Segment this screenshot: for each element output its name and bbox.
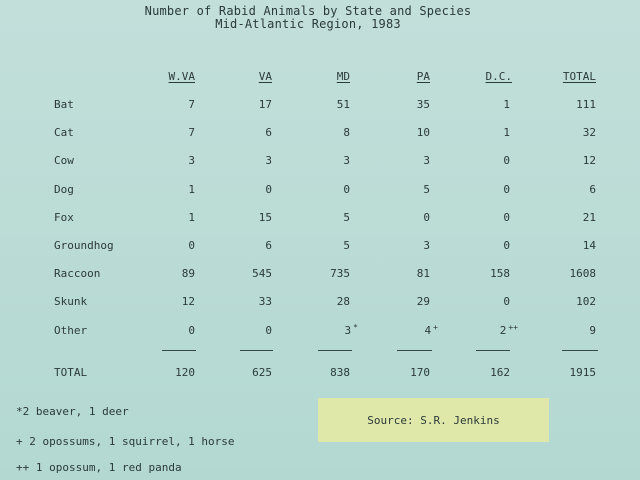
cell-value: 7: [188, 126, 195, 139]
total-label: TOTAL: [54, 366, 88, 379]
cell-value: 32: [582, 126, 596, 139]
table-cell: [212, 239, 272, 252]
cell-value: 14: [582, 239, 596, 252]
total-cell: 1915: [569, 366, 596, 379]
footnote-mark: ++: [508, 323, 518, 332]
table-cell: [135, 98, 195, 111]
sum-rule: [397, 350, 432, 351]
table-cell: [536, 239, 596, 252]
table-cell: [536, 183, 596, 196]
table-cell: [536, 98, 596, 111]
table-cell: [212, 126, 272, 139]
table-cell: [458, 324, 518, 338]
cell-value: 12: [181, 295, 195, 308]
sum-rule: [476, 350, 510, 351]
table-cell: [450, 154, 510, 167]
table-cell: [212, 211, 272, 224]
table-cell: [450, 239, 510, 252]
cell-value: 9: [589, 324, 596, 337]
cell-value: 735: [330, 267, 350, 280]
table-cell: [290, 211, 350, 224]
cell-value: 1: [503, 126, 510, 139]
table-cell: [370, 183, 430, 196]
column-header: PA: [416, 70, 430, 83]
cell-value: 10: [416, 126, 430, 139]
table-cell: [290, 154, 350, 167]
table-cell: [450, 98, 510, 111]
table-cell: [536, 267, 596, 280]
cell-value: 5: [343, 239, 350, 252]
table-cell: [370, 126, 430, 139]
cell-value: 111: [576, 98, 596, 111]
cell-value: 0: [503, 183, 510, 196]
cell-value: 51: [336, 98, 350, 111]
cell-value: 0: [423, 211, 430, 224]
cell-value: 3: [265, 154, 272, 167]
table-cell: [290, 295, 350, 308]
cell-value: 81: [416, 267, 430, 280]
cell-value: 102: [576, 295, 596, 308]
footnote-mark: *: [353, 323, 358, 332]
cell-value: 0: [188, 239, 195, 252]
table-cell: [378, 324, 438, 338]
table-cell: [370, 154, 430, 167]
table-cell: [135, 126, 195, 139]
table-cell: [536, 126, 596, 139]
cell-value: 3: [423, 154, 430, 167]
table-cell: [450, 126, 510, 139]
cell-value: 35: [416, 98, 430, 111]
cell-value: 0: [265, 183, 272, 196]
total-cell: 170: [410, 366, 430, 379]
footnote-plus: + 2 opossums, 1 squirrel, 1 horse: [16, 435, 235, 448]
cell-value: 6: [589, 183, 596, 196]
cell-value: 0: [503, 239, 510, 252]
table-cell: [135, 239, 195, 252]
table-cell: [212, 154, 272, 167]
cell-value: 0: [188, 324, 195, 337]
table-cell: [290, 126, 350, 139]
table-cell: [212, 267, 272, 280]
table-cell: [212, 183, 272, 196]
row-label: Fox: [54, 211, 74, 224]
row-label: Groundhog: [54, 239, 114, 252]
sum-rule: [240, 350, 273, 351]
table-cell: [135, 154, 195, 167]
table-cell: [290, 267, 350, 280]
cell-value: 0: [265, 324, 272, 337]
column-header: VA: [258, 70, 272, 83]
total-cell: 120: [175, 366, 195, 379]
table-cell: [536, 324, 596, 337]
source-label: Source: S.R. Jenkins: [367, 413, 500, 427]
table-cell: [450, 295, 510, 308]
table-cell: [135, 295, 195, 308]
cell-value: 0: [503, 211, 510, 224]
cell-value: 0: [503, 295, 510, 308]
table-cell: [536, 154, 596, 167]
table-cell: [370, 267, 430, 280]
table-cell: [298, 324, 358, 338]
cell-value: 3: [423, 239, 430, 252]
sum-rule: [562, 350, 598, 351]
total-cell: 625: [252, 366, 272, 379]
total-cell: 838: [330, 366, 350, 379]
cell-value: 1: [188, 183, 195, 196]
cell-value: 7: [188, 98, 195, 111]
cell-value: 89: [181, 267, 195, 280]
table-cell: [212, 98, 272, 111]
row-label: Dog: [54, 183, 74, 196]
footnote-asterisk: *2 beaver, 1 deer: [16, 405, 129, 418]
cell-value: 158: [490, 267, 510, 280]
row-label: Bat: [54, 98, 74, 111]
row-label: Cow: [54, 154, 74, 167]
cell-value: 0: [503, 154, 510, 167]
footnote-double-plus: ++ 1 opossum, 1 red panda: [16, 461, 182, 474]
row-label: Cat: [54, 126, 74, 139]
cell-value: 3: [188, 154, 195, 167]
table-cell: [290, 239, 350, 252]
cell-value: 6: [265, 239, 272, 252]
table-cell: [290, 183, 350, 196]
cell-value: 6: [265, 126, 272, 139]
table-cell: [450, 267, 510, 280]
cell-value: 28: [336, 295, 350, 308]
row-label: Raccoon: [54, 267, 101, 280]
cell-value: 8: [343, 126, 350, 139]
cell-value: 4: [424, 324, 432, 337]
row-label: Other: [54, 324, 88, 337]
cell-value: 29: [416, 295, 430, 308]
table-cell: [135, 211, 195, 224]
table-cell: [135, 183, 195, 196]
column-header: W.VA: [168, 70, 195, 83]
cell-value: 1: [503, 98, 510, 111]
cell-value: 33: [258, 295, 272, 308]
table-subtitle: Mid-Atlantic Region, 1983: [215, 17, 401, 31]
table-cell: [370, 295, 430, 308]
cell-value: 545: [252, 267, 272, 280]
cell-value: 5: [343, 211, 350, 224]
cell-value: 12: [582, 154, 596, 167]
cell-value: 5: [423, 183, 430, 196]
table-cell: [536, 295, 596, 308]
sum-rule: [162, 350, 196, 351]
cell-value: 1: [188, 211, 195, 224]
cell-value: 17: [258, 98, 272, 111]
cell-value: 2: [499, 324, 507, 337]
cell-value: 15: [258, 211, 272, 224]
table-cell: [536, 211, 596, 224]
table-cell: [370, 211, 430, 224]
column-header: MD: [336, 70, 350, 83]
table-cell: [370, 239, 430, 252]
table-cell: [212, 324, 272, 337]
table-cell: [450, 211, 510, 224]
table-title: Number of Rabid Animals by State and Species: [144, 4, 472, 18]
cell-value: 21: [582, 211, 596, 224]
total-cell: 162: [490, 366, 510, 379]
cell-value: 3: [344, 324, 352, 337]
table-cell: [135, 267, 195, 280]
table-cell: [370, 98, 430, 111]
source-box: [318, 398, 549, 442]
cell-value: 0: [343, 183, 350, 196]
table-cell: [450, 183, 510, 196]
cell-value: 3: [343, 154, 350, 167]
table-cell: [290, 98, 350, 111]
table-cell: [212, 295, 272, 308]
sum-rule: [318, 350, 352, 351]
footnote-mark: +: [433, 323, 438, 332]
cell-value: 1608: [569, 267, 596, 280]
row-label: Skunk: [54, 295, 88, 308]
column-header: TOTAL: [562, 70, 596, 83]
column-header: D.C.: [485, 70, 512, 83]
table-cell: [135, 324, 195, 337]
